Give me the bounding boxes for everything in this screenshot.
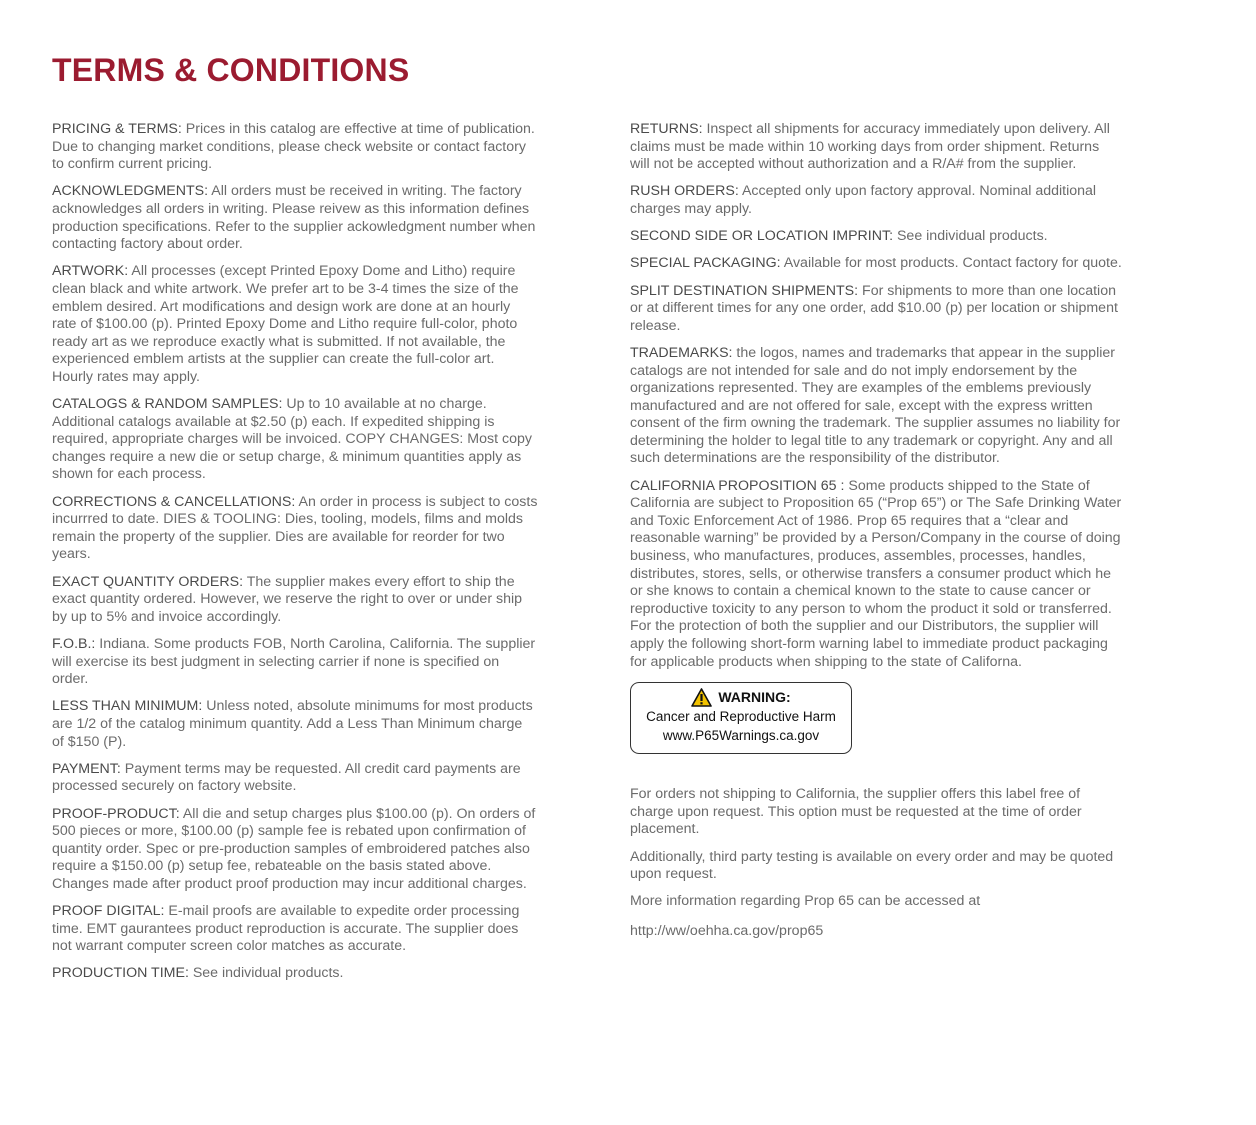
term-text: Some products shipped to the State of California are subject to Proposition 65 (“Prop 65”) or The Safe Drinking Water and Toxic Enforcement Act of 1986. Prop 65 requires that a “clear and reasonable warning” be provided by a Person/Company in the course of doing business, who manufactures, produces, assembles, processes, handles, distributes, stores, sells, or otherwise transfers a consumer product which he or she knows to contain a chemical known to the state to cause cancer or reproductive toxicity to any person to whom the product it sold or transferred. For the protection of both the supplier and our Distributors, the supplier will apply the following short-form warning label to immediate product packaging for applicable products when shipping to the state of Californa.	[630, 477, 1122, 670]
term-label: RETURNS:	[630, 121, 703, 137]
term-label: PAYMENT:	[52, 760, 121, 777]
term-label: ARTWORK:	[52, 263, 129, 280]
prop65-warning-label	[630, 682, 852, 754]
term-label: PROOF DIGITAL:	[52, 903, 165, 920]
term-exact-quantity	[52, 574, 538, 627]
prop65-url: http://ww/oehha.ca.gov/prop65	[630, 922, 824, 939]
term-special-packaging	[630, 255, 1122, 273]
term-fob	[52, 636, 538, 689]
term-label: LESS THAN MINIMUM:	[52, 698, 203, 715]
term-text: Indiana. Some products FOB, North Carolina, California. The supplier will exercise its best judgment in selecting carrier if none is specified on order.	[52, 636, 536, 688]
term-catalogs-samples	[52, 396, 538, 484]
term-proof-product	[52, 806, 538, 894]
warning-heading-row	[631, 688, 851, 707]
term-pricing	[52, 121, 538, 174]
term-artwork	[52, 263, 538, 386]
term-label: TRADEMARKS:	[630, 344, 733, 361]
term-label: RUSH ORDERS:	[630, 183, 739, 200]
term-proof-digital	[52, 903, 538, 956]
term-less-than-minimum	[52, 698, 538, 751]
term-text: the logos, names and trademarks that appear in the supplier catalogs are not intended for sale and do not imply endorsement by the organizations represented. They are examples of the emblems previously manufactured and are not offered for sale, except with the express written consent of the firm owning the trademark. The supplier assumes no liability for determining the holder to legal title to any trademark or copyright. Any and all such determinations are the responsibility of the distributor.	[630, 344, 1121, 467]
term-label: SPLIT DESTINATION SHIPMENTS:	[630, 282, 859, 299]
term-text: For shipments to more than one location or at different times for any one order, add $10.00 (p) per location or shipment release.	[630, 282, 1118, 334]
term-text: All die and setup charges plus $100.00 (p). On orders of 500 pieces or more, $100.00 (p) sample fee is rebated upon confirmation of quantity order. Spec or pre-production samples of embroidered patches also require a $150.00 (p) setup fee, rebateable on the basis stated above. Changes made after product proof production may incur additional charges.	[52, 805, 536, 892]
note-free-label: For orders not shipping to California, the supplier offers this label free of charge upon request. This option must be requested at the time of order placement.	[630, 786, 1082, 838]
warning-heading: WARNING:	[718, 689, 791, 706]
term-california-prop-65	[630, 478, 1122, 672]
term-text: All orders must be received in writing. The factory acknowledges all orders in writing. Please reivew as this information defines production specifications. Refer to the supplier ackowledgment number when contacting factory about order.	[52, 183, 536, 253]
warning-line-1: Cancer and Reproductive Harm	[646, 709, 836, 725]
note-more-info: More information regarding Prop 65 can be accessed at	[630, 893, 981, 910]
term-corrections-cancellations	[52, 494, 538, 564]
warning-line-2: www.P65Warnings.ca.gov	[662, 728, 820, 744]
term-label: SECOND SIDE OR LOCATION IMPRINT:	[630, 228, 894, 245]
term-text: E-mail proofs are available to expedite order processing time. EMT gaurantees product reproduction is accurate. The supplier does not warrant computer screen color matches as accurate.	[52, 903, 520, 955]
term-text: Available for most products. Contact factory for quote.	[780, 255, 1122, 272]
term-text: Inspect all shipments for accuracy immediately upon delivery. All claims must be made within 10 working days from order shipment. Returns will not be accepted without authorization and a R/A# from the supplier.	[630, 121, 1110, 173]
term-text: See individual products.	[893, 228, 1048, 245]
term-label: PRODUCTION TIME:	[52, 965, 189, 982]
term-split-destination	[630, 283, 1122, 336]
note-third-party-testing: Additionally, third party testing is available on every order and may be quoted upon request.	[630, 848, 1114, 883]
term-text: Unless noted, absolute minimums for most products are 1/2 of the catalog minimum quantity. Add a Less Than Minimum charge of $150 (P).	[52, 698, 533, 750]
term-label: SPECIAL PACKAGING:	[630, 255, 781, 272]
page-title: TERMS & CONDITIONS	[52, 52, 410, 88]
left-column	[52, 121, 538, 993]
term-label: CALIFORNIA PROPOSITION 65 :	[630, 477, 845, 494]
right-column	[630, 121, 1122, 950]
term-payment	[52, 761, 538, 796]
term-returns	[630, 121, 1122, 174]
term-production-time	[52, 965, 538, 983]
term-text: All processes (except Printed Epoxy Dome and Litho) require clean black and white artwork. We prefer art to be 3-4 times the size of the emblem desired. Art modifications and design work are done at an hourly rate of $100.00 (p). Printed Epoxy Dome and Litho require full-color, photo ready art as we reproduce exactly what is submitted. If not available, the experienced emblem artists at the supplier can create the full-color art. Hourly rates may apply.	[52, 263, 519, 385]
term-second-side-imprint	[630, 228, 1122, 246]
term-label: CATALOGS & RANDOM SAMPLES:	[52, 396, 283, 413]
term-text: Prices in this catalog are effective at time of publication. Due to changing market conditions, please check website or contact factory to confirm current pricing.	[52, 121, 535, 173]
term-label: PRICING & TERMS:	[52, 121, 182, 137]
term-label: PROOF-PRODUCT:	[52, 805, 180, 822]
term-text: Accepted only upon factory approval. Nominal additional charges may apply.	[630, 183, 1097, 217]
term-text: Payment terms may be requested. All credit card payments are processed securely on factory website.	[52, 760, 521, 795]
term-trademarks	[630, 345, 1122, 468]
term-text: Up to 10 available at no charge. Additional catalogs available at $2.50 (p) each. If expedited shipping is required, appropriate charges will be invoiced. COPY CHANGES: Most copy changes require a new die or setup charge, & minimum quantities apply as shown for each process.	[52, 396, 532, 483]
term-label: CORRECTIONS & CANCELLATIONS:	[52, 493, 296, 510]
term-label: ACKNOWLEDGMENTS:	[52, 183, 209, 200]
term-text: See individual products.	[188, 965, 344, 982]
term-text: An order in process is subject to costs incurrred to date. DIES & TOOLING: Dies, tooling, models, films and molds remain the property of the supplier. Dies are available for reorder for two years.	[52, 493, 538, 563]
term-label: F.O.B.:	[52, 636, 96, 652]
term-acknowledgments	[52, 183, 538, 253]
term-text: The supplier makes every effort to ship the exact quantity ordered. However, we reserve the right to over or under ship by up to 5% and invoice accordingly.	[52, 573, 523, 625]
warning-triangle-icon	[691, 688, 712, 707]
term-label: EXACT QUANTITY ORDERS:	[52, 573, 244, 590]
term-rush-orders	[630, 183, 1122, 218]
